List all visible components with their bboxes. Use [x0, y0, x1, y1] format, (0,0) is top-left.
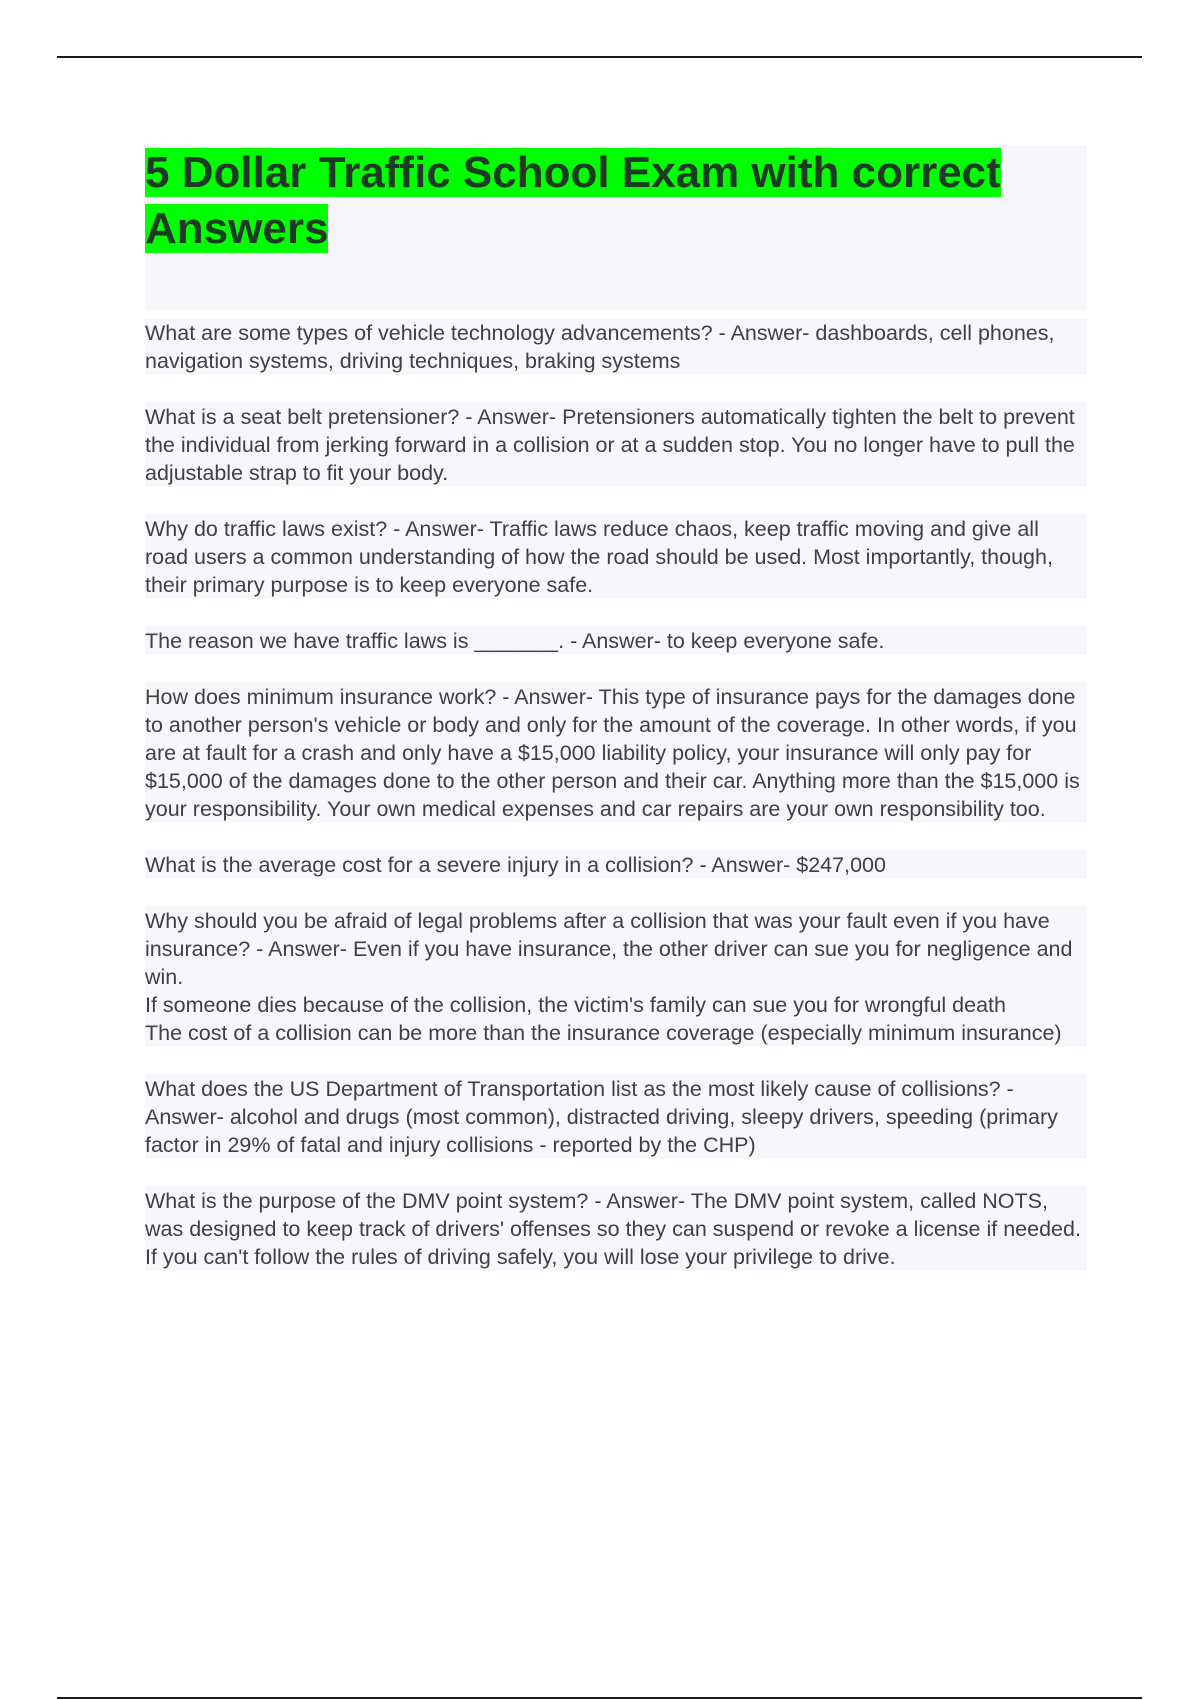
question-text: The reason we have traffic laws is _______. — [145, 629, 565, 653]
qa-item — [145, 515, 1087, 599]
answer-separator: - Answer- — [145, 1077, 1014, 1129]
question-text: Why do traffic laws exist? — [145, 517, 388, 541]
qa-item — [145, 1187, 1087, 1271]
answer-separator: - Answer- — [387, 517, 490, 541]
qa-item — [145, 403, 1087, 487]
title-block — [145, 145, 1087, 309]
qa-list — [145, 319, 1087, 1271]
answer-separator: - Answer- — [250, 937, 353, 961]
question-text: What is the purpose of the DMV point system? — [145, 1189, 589, 1213]
question-text: How does minimum insurance work? — [145, 685, 497, 709]
answer-text: alcohol and drugs (most common), distracted driving, sleepy drivers, speeding (primary factor in 29% of fatal and injury collisions - reported by the CHP) — [145, 1105, 1058, 1157]
answer-text: Even if you have insurance, the other driver can sue you for negligence and win. If someone dies because of the collision, the victim's family can sue you for wrongful death The cost of a collision can be more than the insurance coverage (especially minimum insurance) — [145, 937, 1073, 1045]
bottom-rule — [57, 1697, 1142, 1699]
document-title — [145, 145, 1087, 257]
answer-text: $247,000 — [796, 853, 886, 877]
qa-item — [145, 627, 1087, 655]
question-text: What is a seat belt pretensioner? — [145, 405, 460, 429]
answer-separator: - Answer- — [496, 685, 599, 709]
top-rule — [57, 56, 1142, 58]
question-text: What are some types of vehicle technology advancements? — [145, 321, 713, 345]
qa-item — [145, 683, 1087, 823]
answer-text: Traffic laws reduce chaos, keep traffic moving and give all road users a common understanding of how the road should be used. Most importantly, though, their primary purpose is to keep everyone safe. — [145, 517, 1053, 597]
question-text: What does the US Department of Transportation list as the most likely cause of collisions? — [145, 1077, 1001, 1101]
document-body — [145, 145, 1087, 1299]
title-highlight: 5 Dollar Traffic School Exam with correct Answers — [145, 148, 1001, 253]
answer-text: Pretensioners automatically tighten the belt to prevent the individual from jerking forward in a collision or at a sudden stop. You no longer have to pull the adjustable strap to fit your body. — [145, 405, 1075, 485]
qa-item — [145, 851, 1087, 879]
answer-text: dashboards, cell phones, navigation systems, driving techniques, braking systems — [145, 321, 1055, 373]
answer-text: This type of insurance pays for the damages done to another person's vehicle or body and only for the amount of the coverage. In other words, if you are at fault for a crash and only have a $15,000 liability policy, your insurance will only pay for $15,000 of the damages done to the other person and their car. Anything more than the $15,000 is your responsibility. Your own medical expenses and car repairs are your own responsibility too. — [145, 685, 1080, 821]
answer-separator: - Answer- — [459, 405, 563, 429]
answer-separator: - Answer- — [693, 853, 797, 877]
answer-separator: - Answer- — [712, 321, 816, 345]
answer-separator: - Answer- — [564, 629, 667, 653]
question-text: Why should you be afraid of legal problems after a collision that was your fault even if you have insurance? — [145, 909, 1050, 961]
qa-item — [145, 1075, 1087, 1159]
qa-item — [145, 907, 1087, 1047]
answer-text: to keep everyone safe. — [666, 629, 885, 653]
answer-separator: - Answer- — [588, 1189, 691, 1213]
answer-text: The DMV point system, called NOTS, was designed to keep track of drivers' offenses so they can suspend or revoke a license if needed. If you can't follow the rules of driving safely, you will lose your privilege to drive. — [145, 1189, 1081, 1269]
question-text: What is the average cost for a severe injury in a collision? — [145, 853, 694, 877]
qa-item — [145, 319, 1087, 375]
